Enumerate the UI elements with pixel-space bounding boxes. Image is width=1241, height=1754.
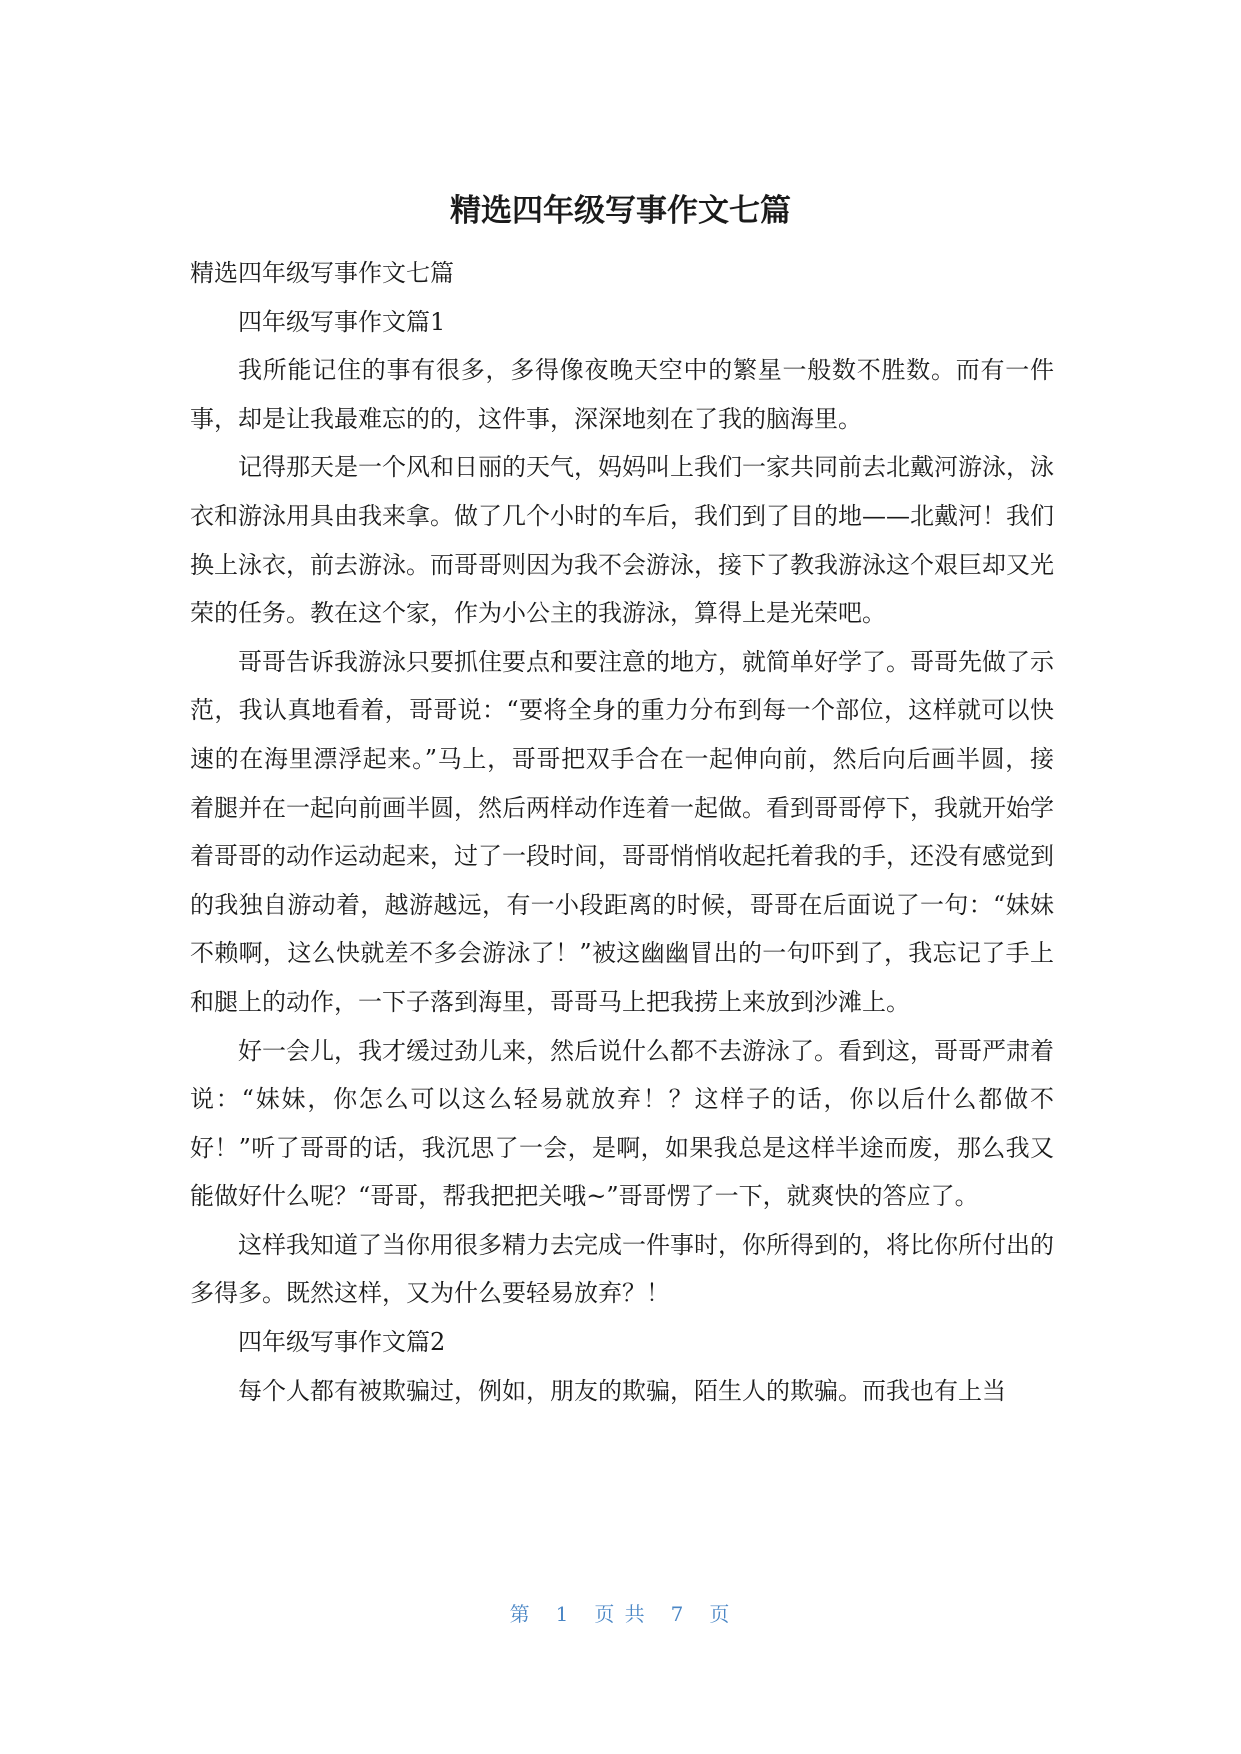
section-heading-2: 四年级写事作文篇2 bbox=[238, 1328, 446, 1357]
document-subtitle: 精选四年级写事作文七篇 bbox=[190, 259, 454, 287]
paragraph: 好一会儿，我才缓过劲儿来，然后说什么都不去游泳了。看到这，哥哥严肃着说：“妹妹，你怎么可以这么轻易就放弃！？这样子的话，你以后什么都做不好！”听了哥哥的话，我沉思了一会，是啊，如果我总是这样半途而废，那么我又能做好什么呢？“哥哥，帮我把把关哦~”哥哥愣了一下，就爽快的答应了。 bbox=[190, 1036, 1054, 1211]
footer-total-pages: 7 bbox=[670, 1602, 686, 1626]
document-title: 精选四年级写事作文七篇 bbox=[450, 193, 791, 229]
footer-middle: 页 共 bbox=[594, 1602, 647, 1626]
document-body bbox=[190, 249, 1054, 1415]
page-footer bbox=[0, 1599, 1241, 1629]
footer-prefix: 第 bbox=[509, 1602, 532, 1626]
footer-suffix: 页 bbox=[709, 1602, 732, 1626]
paragraph: 这样我知道了当你用很多精力去完成一件事时，你所得到的，将比你所付出的多得多。既然这样，又为什么要轻易放弃？！ bbox=[190, 1230, 1054, 1308]
paragraph: 每个人都有被欺骗过，例如，朋友的欺骗，陌生人的欺骗。而我也有上当 bbox=[238, 1376, 1006, 1405]
paragraph: 我所能记住的事有很多，多得像夜晚天空中的繁星一般数不胜数。而有一件事，却是让我最难忘的的，这件事，深深地刻在了我的脑海里。 bbox=[190, 356, 1054, 433]
footer-page-number: 1 bbox=[555, 1602, 571, 1626]
section-heading-1: 四年级写事作文篇1 bbox=[238, 307, 446, 336]
paragraph: 哥哥告诉我游泳只要抓住要点和要注意的地方，就简单好学了。哥哥先做了示范，我认真地看着，哥哥说：“要将全身的重力分布到每一个部位，这样就可以快速的在海里漂浮起来。”马上，哥哥把双手合在一起伸向前，然后向后画半圆，接着腿并在一起向前画半圆，然后两样动作连着一起做。看到哥哥停下，我就开始学着哥哥的动作运动起来，过了一段时间，哥哥悄悄收起托着我的手，还没有感觉到的我独自游动着，越游越远，有一小段距离的时候，哥哥在后面说了一句：“妹妹不赖啊，这么快就差不多会游泳了！”被这幽幽冒出的一句吓到了，我忘记了手上和腿上的动作，一下子落到海里，哥哥马上把我捞上来放到沙滩上。 bbox=[190, 647, 1054, 1016]
paragraph: 记得那天是一个风和日丽的天气，妈妈叫上我们一家共同前去北戴河游泳，泳衣和游泳用具由我来拿。做了几个小时的车后，我们到了目的地——北戴河！我们换上泳衣，前去游泳。而哥哥则因为我不会游泳，接下了教我游泳这个艰巨却又光荣的任务。教在这个家，作为小公主的我游泳，算得上是光荣吧。 bbox=[190, 453, 1054, 628]
